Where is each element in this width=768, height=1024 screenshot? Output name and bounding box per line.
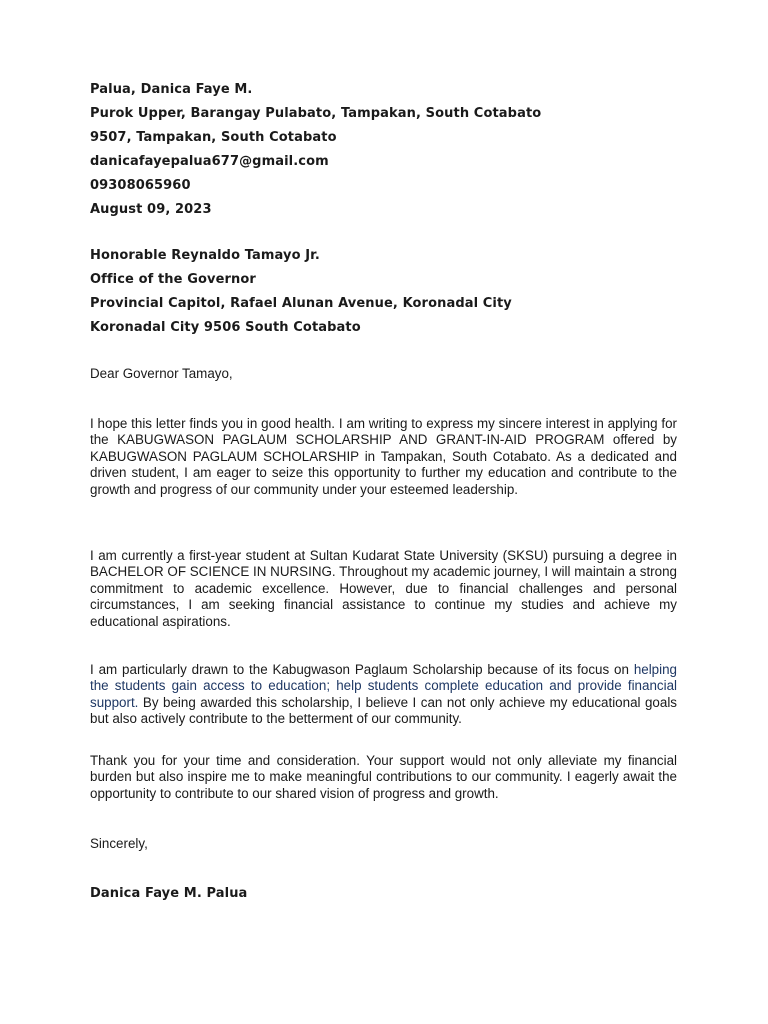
body-paragraph-intro: I hope this letter finds you in good health. I am writing to express my sincere interest in applying for the KABUGWASON PAGLAUM SCHOLARSHIP AND GRANT-IN-AID PROGRAM offered by KABUGWASON PAGLAUM SCHOLARSHIP in Tampakan, South Cotabato. As a dedicated and driven student, I am eager to seize this opportunity to further my education and contribute to the growth and progress of our community under your esteemed leadership. bbox=[90, 416, 677, 497]
signature: Danica Faye M. Palua bbox=[90, 886, 248, 901]
body-paragraph-motivation bbox=[90, 662, 677, 728]
motivation-text-end: By being awarded this scholarship, I believe I can not only achieve my educational goals but also actively contribute to the betterment of our community. bbox=[90, 694, 677, 727]
sender-address: Purok Upper, Barangay Pulabato, Tampakan, South Cotabato bbox=[90, 106, 542, 121]
recipient-name: Honorable Reynaldo Tamayo Jr. bbox=[90, 248, 320, 263]
closing: Sincerely, bbox=[90, 836, 148, 851]
body-paragraph-thanks: Thank you for your time and consideration. Your support would not only alleviate my financial burden but also inspire me to make meaningful contributions to our community. I eagerly await the opportunity to contribute to our shared vision of progress and growth. bbox=[90, 753, 677, 801]
body-paragraph-background: I am currently a first-year student at Sultan Kudarat State University (SKSU) pursuing a degree in BACHELOR OF SCIENCE IN NURSING. Throughout my academic journey, I will maintain a strong commitment to academic excellence. However, due to financial challenges and personal circumstances, I am seeking financial assistance to continue my studies and achieve my educational aspirations. bbox=[90, 548, 677, 629]
sender-block bbox=[90, 78, 690, 222]
recipient-block bbox=[90, 244, 690, 340]
sender-phone: 09308065960 bbox=[90, 178, 191, 193]
recipient-city: Koronadal City 9506 South Cotabato bbox=[90, 320, 361, 335]
salutation: Dear Governor Tamayo, bbox=[90, 366, 233, 381]
sender-city: 9507, Tampakan, South Cotabato bbox=[90, 130, 337, 145]
sender-email: danicafayepalua677@gmail.com bbox=[90, 154, 329, 169]
motivation-text-start: I am particularly drawn to the Kabugwason Paglaum Scholarship because of its focus on bbox=[90, 662, 634, 677]
motivation-highlight: helping the students gain access to education; help students complete education and provide financial support. bbox=[90, 662, 677, 710]
sender-name: Palua, Danica Faye M. bbox=[90, 82, 253, 97]
recipient-address: Provincial Capitol, Rafael Alunan Avenue, Koronadal City bbox=[90, 296, 512, 311]
letter-date: August 09, 2023 bbox=[90, 202, 212, 217]
recipient-office: Office of the Governor bbox=[90, 272, 256, 287]
